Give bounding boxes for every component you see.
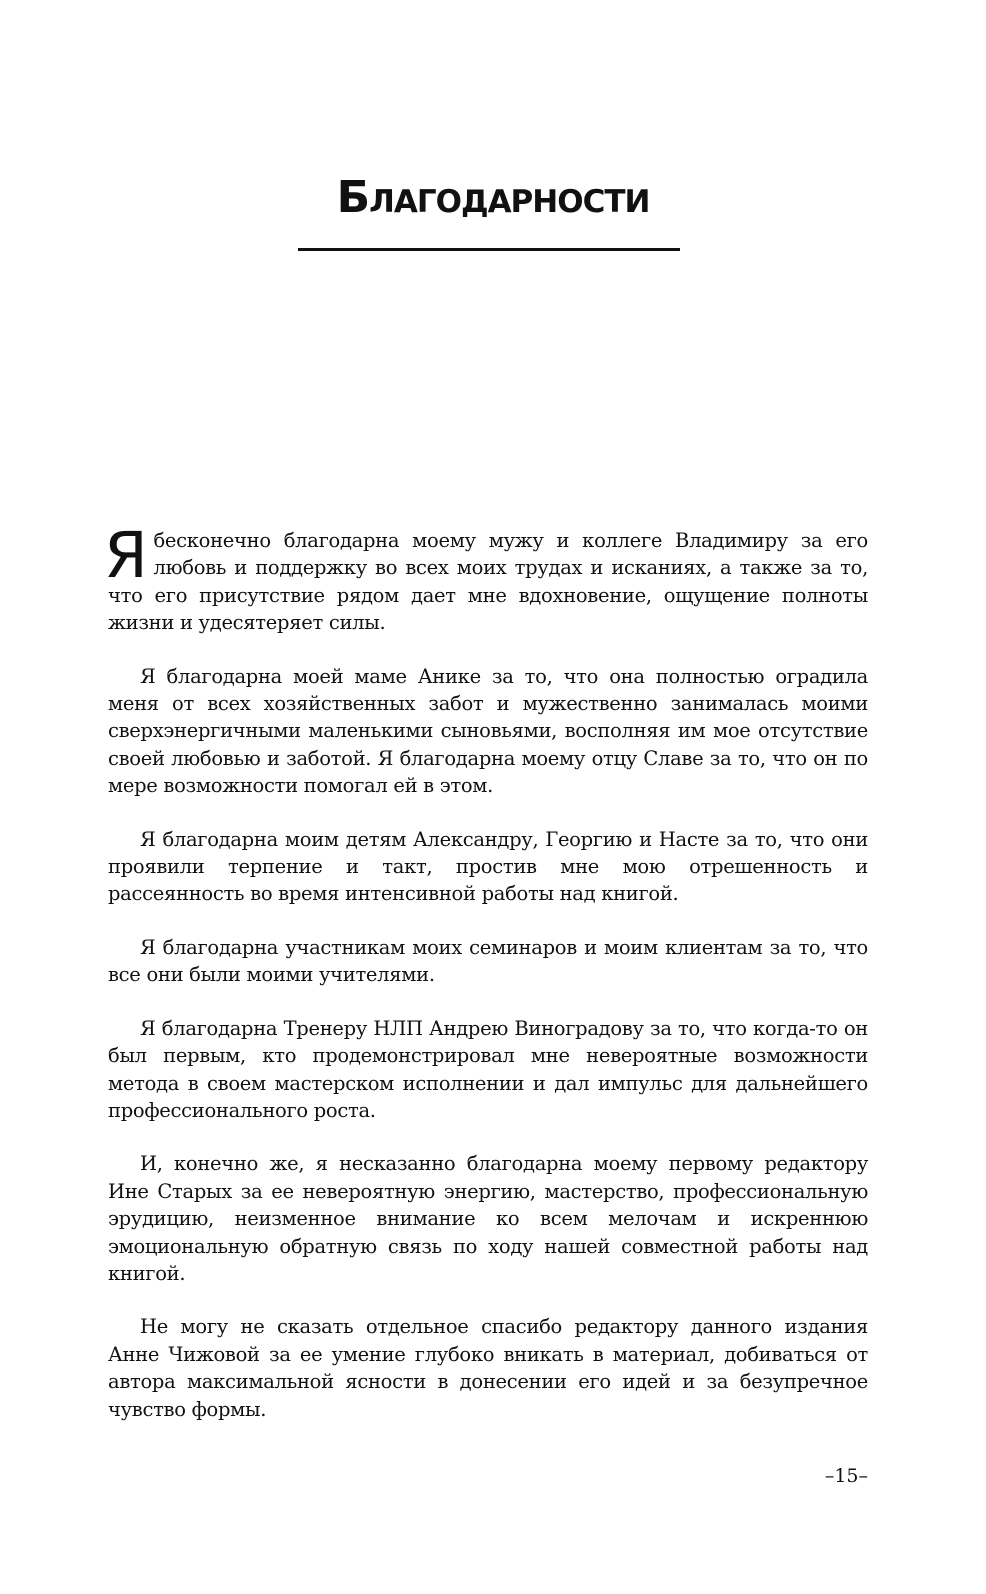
acknowledgements-body xyxy=(104,519,868,1449)
paragraph-4: Я благодарна участникам моих семинаров и моим клиентам за то, что все они были моими учителями. xyxy=(108,935,868,987)
paragraph-2: Я благодарна моей маме Анике за то, что она полностью оградила меня от всех хозяйственных забот и мужественно занималась моими сверхэнергичными маленькими сыновьями, восполняя им мое отсутствие своей любовью и заботой. Я благодарна моему отцу Славе за то, что он по мере возможности помогал ей в этом. xyxy=(108,664,868,798)
paragraph-6: И, конечно же, я несказанно благодарна моему первому редактору Ине Старых за ее невероятную энергию, мастерство, профессиональную эрудицию, неизменное внимание ко всем мелочам и искреннюю эмоциональную обратную связь по ходу нашей совместной работы над книгой. xyxy=(108,1152,868,1285)
page-title: Благодарности xyxy=(336,172,650,223)
paragraph-1-text: бесконечно благодарна моему мужу и коллеге Владимиру за его любовь и поддержку во всех моих трудах и исканиях, а также за то, что его присутствие рядом дает мне вдохновение, ощущение полноты жизни и удесятеряет силы. xyxy=(108,529,868,635)
page-number: –15– xyxy=(824,1465,868,1487)
title-underline xyxy=(298,248,680,251)
drop-cap: Я xyxy=(104,519,148,592)
paragraph-7: Не могу не сказать отдельное спасибо редактору данного издания Анне Чижовой за ее умение глубоко вникать в материал, добиваться от автора максимальной ясности в донесении его идей и за безупречное чувство формы. xyxy=(108,1315,868,1421)
paragraph-3: Я благодарна моим детям Александру, Георгию и Насте за то, что они проявили терпение и такт, простив мне мою отрешенность и рассеянность во время интенсивной работы над книгой. xyxy=(108,827,868,906)
paragraph-1 xyxy=(104,519,868,637)
paragraph-5: Я благодарна Тренеру НЛП Андрею Виноградову за то, что когда-то он был первым, кто продемонстрировал мне невероятные возможности метода в своем мастерском исполнении и дал импульс для дальнейшего профессионального роста. xyxy=(108,1016,868,1122)
